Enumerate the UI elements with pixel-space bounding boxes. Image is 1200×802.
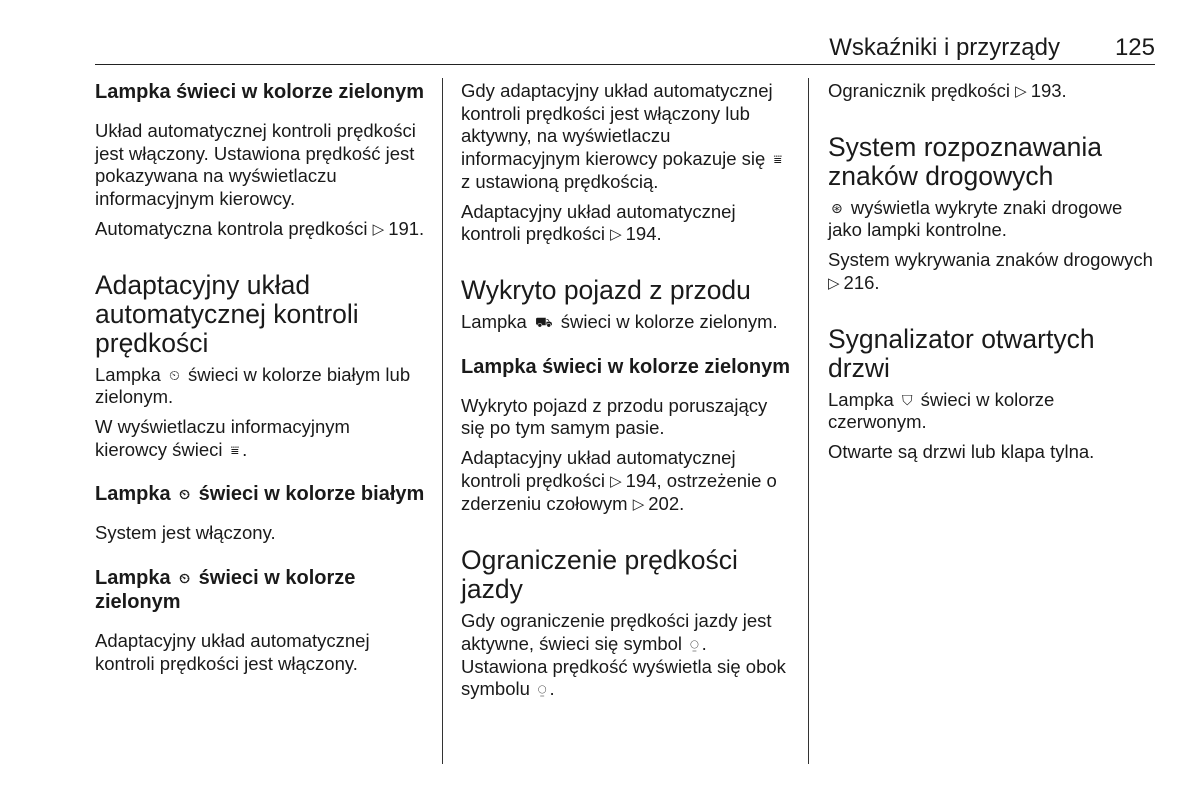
column-middle <box>461 80 791 708</box>
adaptive-cruise-display-icon: ⩸ <box>773 151 782 168</box>
paragraph: ⊛ wyświetla wykryte znaki drogowe jako lampki kontrolne. <box>828 196 1123 241</box>
column-divider <box>808 78 809 764</box>
adaptive-cruise-display-icon: ⩸ <box>230 441 240 458</box>
column-right <box>828 80 1158 471</box>
page-reference-arrow-icon: ▷ <box>372 220 385 238</box>
paragraph: Lampka ⛉ świeci w kolorze czerwonym. <box>828 388 1055 433</box>
section-heading: Lampka ⏲ świeci w kolorze zielonym <box>95 567 356 614</box>
speed-limiter-icon: ⍜ <box>690 635 699 652</box>
column-left <box>95 80 425 682</box>
traffic-sign-icon: ⊛ <box>831 199 843 216</box>
speed-limiter-icon: ⍜ <box>538 681 547 698</box>
paragraph: Automatyczna kontrola prędkości ▷ 191. <box>95 218 425 242</box>
vehicle-ahead-icon: ⛟ <box>534 313 553 330</box>
paragraph: W wyświetlaczu informacyjnym kierowcy świeci ⩸ . <box>95 415 350 460</box>
cruise-control-icon: ⏲ <box>168 366 180 383</box>
paragraph: Gdy ograniczenie prędkości jazdy jest aktywne, świeci się symbol ⍜ . Ustawiona prędkość wyświetla się obok symbolu ⍜ . <box>461 610 786 700</box>
paragraph: Lampka ⏲ świeci w kolorze białym lub zielonym. <box>95 363 411 408</box>
page-reference-arrow-icon: ▷ <box>1015 83 1027 100</box>
paragraph: Wykryto pojazd z przodu poruszający się po tym samym pasie. <box>461 394 768 439</box>
page-reference[interactable]: 194, ostrzeżenie o zderzeniu czołowym <box>461 469 777 515</box>
paragraph: Lampka ⛟ świeci w kolorze zielonym. <box>461 310 778 332</box>
section-heading: Adaptacyjny układ automatycznej kontroli prędkości <box>95 269 359 358</box>
section-heading: Lampka ⏲ świeci w kolorze białym <box>95 483 425 506</box>
paragraph: Adaptacyjny układ automatycznej kontroli prędkości ▷ 194, ostrzeżenie o zderzeniu czołowym ▷ 202. <box>461 447 791 517</box>
page-reference[interactable]: 202. <box>648 493 685 515</box>
paragraph: Ogranicznik prędkości ▷ 193. <box>828 80 1158 104</box>
paragraph: System jest włączony. <box>95 522 276 544</box>
paragraph: Adaptacyjny układ automatycznej kontroli prędkości ▷ 194. <box>461 201 791 247</box>
paragraph: Gdy adaptacyjny układ automatycznej kontroli prędkości jest włączony lub aktywny, na wyświetlaczu informacyjnym kierowcy pokazuje się ⩸ z ustawioną prędkością. <box>461 80 782 192</box>
chapter-title: Wskaźniki i przyrządy <box>829 34 1060 61</box>
paragraph: Adaptacyjny układ automatycznej kontroli prędkości jest włączony. <box>95 630 370 674</box>
section-heading: Wykryto pojazd z przodu <box>461 274 751 305</box>
page-reference-arrow-icon: ▷ <box>828 274 840 292</box>
page-reference[interactable]: 193. <box>1030 80 1067 101</box>
paragraph: Układ automatycznej kontroli prędkości jest włączony. Ustawiona prędkość jest pokazywana na wyświetlaczu informacyjnym kierowcy. <box>95 120 416 210</box>
page-reference-arrow-icon: ▷ <box>610 226 622 244</box>
page-reference[interactable]: 191. <box>388 217 425 239</box>
page-reference[interactable]: 216. <box>843 271 880 293</box>
paragraph: Otwarte są drzwi lub klapa tylna. <box>828 440 1095 462</box>
page-reference-arrow-icon: ▷ <box>632 496 645 514</box>
page-reference-arrow-icon: ▷ <box>610 472 622 490</box>
section-heading: Ograniczenie prędkości jazdy <box>461 545 738 605</box>
page-header <box>95 30 1155 65</box>
section-heading: System rozpoznawania znaków drogowych <box>828 131 1102 191</box>
section-heading: Lampka świeci w kolorze zielonym <box>461 355 791 378</box>
paragraph: System wykrywania znaków drogowych ▷ 216. <box>828 249 1158 295</box>
page-reference[interactable]: 194. <box>625 223 662 245</box>
cruise-control-icon: ⏲ <box>179 486 191 503</box>
column-divider <box>442 78 443 764</box>
section-heading: Lampka świeci w kolorze zielonym <box>95 81 425 103</box>
door-open-icon: ⛉ <box>901 391 913 408</box>
section-heading: Sygnalizator otwartych drzwi <box>828 323 1095 383</box>
page-number: 125 <box>1114 34 1155 61</box>
cruise-control-icon: ⏲ <box>179 570 191 587</box>
